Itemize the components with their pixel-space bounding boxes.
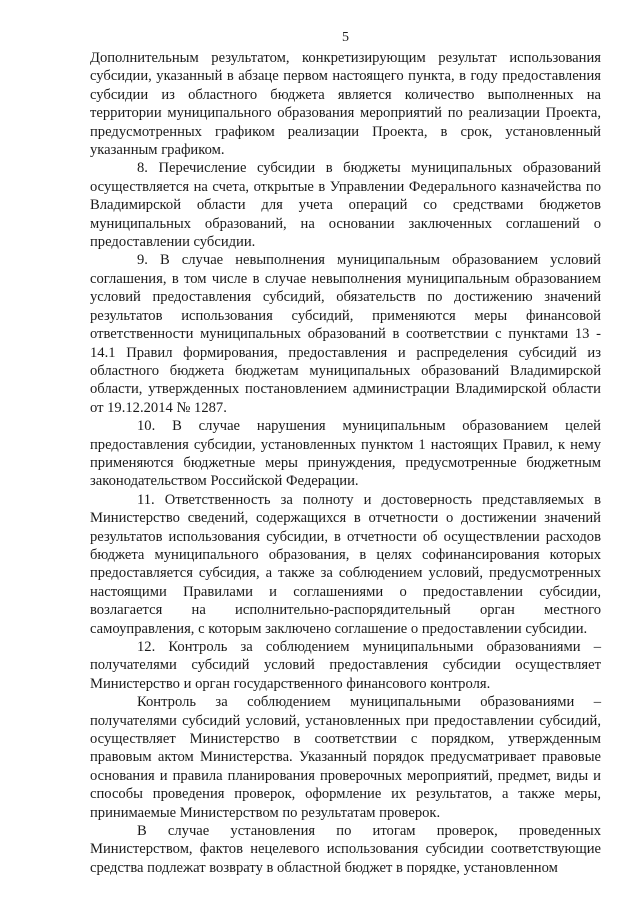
paragraph-9-non-fulfillment: 9. В случае невыполнения муниципальным образованием условий соглашения, в том числе в случае невыполнения муниципальным образованием условий предоставления субсидий, обязательств по достижению значений результатов использования субсидий, применяются меры финансовой ответственности муниципальных образований в соответствии с пунктами 13 - 14.1 Правил формирования, предоставления и распределения субсидий из областного бюджета бюджетам муниципальных образований Владимирской области, утвержденных постановлением администрации Владимирской области от 19.12.2014 № 1287. xyxy=(90,252,601,416)
paragraph-12-control: 12. Контроль за соблюдением муниципальными образованиями – получателями субсидий условий предоставления субсидии осуществляет Министерство и орган государственного финансового контроля. xyxy=(90,639,601,692)
paragraph-11-responsibility: 11. Ответственность за полноту и достоверность представляемых в Министерство сведений, содержащихся в отчетности о достижении значений результатов использования субсидии, в отчетности об осуществлении расходов бюджета муниципального образования, в целях софинансирования которых предоставляется субсидия, а также за соблюдением условий, предусмотренных настоящими Правилами и соглашениями о предоставлении субсидии, возлагается на исполнительно-распорядительный орган местного самоуправления, с которым заключено соглашение о предоставлении субсидии. xyxy=(90,491,601,637)
page-number: 5 xyxy=(342,30,349,45)
paragraph-additional-result: Дополнительным результатом, конкретизирующим результат использования субсидии, указанный в абзаце первом настоящего пункта, в году предоставления субсидии из областного бюджета является количество выполненных на территории муниципального образования мероприятий по реализации Проекта, предусмотренных графиком реализации Проекта, в срок, установленный указанным графиком. xyxy=(90,50,601,159)
document-body xyxy=(90,49,601,877)
paragraph-10-violation: 10. В случае нарушения муниципальным образованием целей предоставления субсидии, установленных пунктом 1 настоящих Правил, к нему применяются бюджетные меры принуждения, предусмотренные бюджетным законодательством Российской Федерации. xyxy=(90,418,601,490)
paragraph-misuse-return: В случае установления по итогам проверок, проведенных Министерством, фактов нецелевого использования субсидии соответствующие средства подлежат возврату в областной бюджет в порядке, установленном xyxy=(90,823,601,876)
paragraph-8-transfer: 8. Перечисление субсидии в бюджеты муниципальных образований осуществляется на счета, открытые в Управлении Федерального казначейства по Владимирской области для учета операций со средствами бюджетов муниципальных образований, на основании заключенных соглашений о предоставлении субсидии. xyxy=(90,160,601,251)
paragraph-control-procedure: Контроль за соблюдением муниципальными образованиями – получателями субсидий условий, установленных при предоставлении субсидий, осуществляет Министерство в соответствии с порядком, утвержденным правовым актом Министерства. Указанный порядок предусматривает правовые основания и правила планирования проверочных мероприятий, предмет, виды и способы проведения проверок, оформление их результатов, а также меры, принимаемые Министерством по результатам проверок. xyxy=(90,694,601,821)
